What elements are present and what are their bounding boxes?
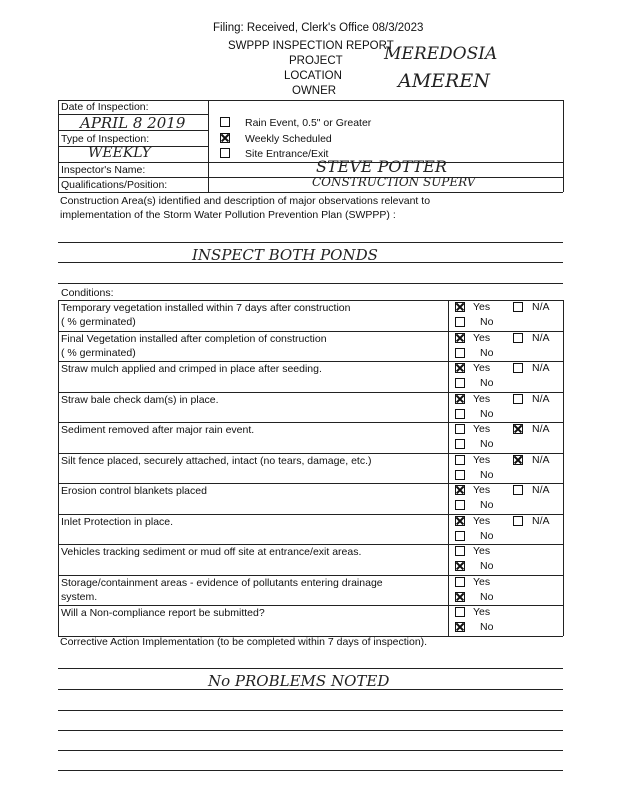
condition-na-label: N/A (532, 332, 550, 344)
condition-no-checkbox[interactable] (455, 317, 465, 327)
condition-yes-label: Yes (473, 576, 491, 588)
conditions-right-border (563, 300, 564, 636)
condition-yes-label: Yes (473, 362, 491, 374)
condition-na-checkbox[interactable] (513, 455, 523, 465)
condition-no-checkbox[interactable] (455, 439, 465, 449)
condition-text: Storage/containment areas - evidence of pollutants entering drainage (61, 577, 383, 589)
condition-yes-checkbox[interactable] (455, 302, 465, 312)
type-label: Type of Inspection: (61, 133, 150, 145)
condition-no-checkbox[interactable] (455, 409, 465, 419)
site-entrance-checkbox[interactable] (220, 148, 230, 158)
condition-yes-checkbox[interactable] (455, 455, 465, 465)
condition-yes-checkbox[interactable] (455, 424, 465, 434)
condition-no-checkbox[interactable] (455, 470, 465, 480)
condition-yes-label: Yes (473, 515, 491, 527)
condition-text-line2: ( % germinated) (61, 316, 136, 328)
info-row-line (58, 162, 563, 163)
condition-text: Inlet Protection in place. (61, 516, 174, 528)
condition-yes-checkbox[interactable] (455, 363, 465, 373)
condition-text: Straw bale check dam(s) in place. (61, 394, 219, 406)
construction-label-line2: implementation of the Storm Water Pollution Prevention Plan (SWPPP) : (60, 209, 396, 221)
condition-yes-checkbox[interactable] (455, 485, 465, 495)
date-value: APRIL 8 2019 (80, 114, 186, 132)
writing-line (58, 710, 563, 711)
condition-yes-label: Yes (473, 423, 491, 435)
condition-no-label: No (480, 591, 494, 603)
condition-no-checkbox[interactable] (455, 622, 465, 632)
writing-line (58, 668, 563, 669)
condition-no-checkbox[interactable] (455, 531, 465, 541)
writing-line (58, 750, 563, 751)
project-label: PROJECT (289, 55, 343, 67)
condition-yes-label: Yes (473, 393, 491, 405)
corrective-label: Corrective Action Implementation (to be completed within 7 days of inspection). (60, 636, 428, 648)
info-divider (208, 100, 209, 192)
conditions-divider (448, 300, 449, 636)
condition-yes-label: Yes (473, 301, 491, 313)
condition-text: Silt fence placed, securely attached, intact (no tears, damage, etc.) (61, 455, 372, 467)
condition-na-checkbox[interactable] (513, 363, 523, 373)
conditions-left-border (58, 300, 59, 636)
writing-line (58, 242, 563, 243)
condition-no-checkbox[interactable] (455, 378, 465, 388)
condition-na-label: N/A (532, 454, 550, 466)
filing-stamp: Filing: Received, Clerk's Office 08/3/2023 (213, 22, 424, 34)
condition-na-label: N/A (532, 301, 550, 313)
condition-no-label: No (480, 499, 494, 511)
construction-handwritten: INSPECT BOTH PONDS (192, 246, 378, 264)
condition-na-checkbox[interactable] (513, 516, 523, 526)
condition-yes-checkbox[interactable] (455, 394, 465, 404)
condition-yes-checkbox[interactable] (455, 333, 465, 343)
condition-no-label: No (480, 438, 494, 450)
project-value: MEREDOSIA (384, 44, 498, 64)
info-bottom-border (58, 192, 563, 193)
condition-na-checkbox[interactable] (513, 394, 523, 404)
condition-no-label: No (480, 621, 494, 633)
condition-text: Will a Non-compliance report be submitted? (61, 607, 265, 619)
condition-text-line2: system. (61, 591, 98, 603)
condition-text: Temporary vegetation installed within 7 days after construction (61, 302, 351, 314)
date-label: Date of Inspection: (61, 101, 149, 113)
info-row-line (58, 177, 563, 178)
writing-line (58, 730, 563, 731)
report-title: SWPPP INSPECTION REPORT (228, 40, 394, 52)
condition-yes-label: Yes (473, 606, 491, 618)
location-label: LOCATION (284, 70, 342, 82)
weekly-scheduled-checkbox[interactable] (220, 133, 230, 143)
condition-no-checkbox[interactable] (455, 348, 465, 358)
condition-no-label: No (480, 560, 494, 572)
condition-na-checkbox[interactable] (513, 424, 523, 434)
condition-yes-checkbox[interactable] (455, 577, 465, 587)
condition-text: Final Vegetation installed after completion of construction (61, 333, 327, 345)
conditions-label: Conditions: (61, 287, 114, 299)
inspector-label: Inspector's Name: (61, 164, 146, 176)
construction-label-line1: Construction Area(s) identified and description of major observations relevant to (60, 195, 431, 207)
condition-no-checkbox[interactable] (455, 561, 465, 571)
condition-yes-checkbox[interactable] (455, 546, 465, 556)
qualifications-label: Qualifications/Position: (61, 179, 168, 191)
condition-text: Straw mulch applied and crimped in place after seeding. (61, 363, 322, 375)
info-right-border (563, 100, 564, 192)
condition-no-label: No (480, 377, 494, 389)
condition-na-checkbox[interactable] (513, 302, 523, 312)
condition-na-checkbox[interactable] (513, 333, 523, 343)
weekly-scheduled-label: Weekly Scheduled (245, 133, 332, 145)
condition-no-label: No (480, 347, 494, 359)
condition-yes-label: Yes (473, 484, 491, 496)
condition-no-label: No (480, 316, 494, 328)
rain-event-label: Rain Event, 0.5" or Greater (245, 117, 372, 129)
condition-text: Erosion control blankets placed (61, 485, 207, 497)
owner-label: OWNER (292, 85, 337, 97)
condition-no-label: No (480, 530, 494, 542)
writing-line (58, 770, 563, 771)
condition-na-label: N/A (532, 515, 550, 527)
corrective-handwritten: No PROBLEMS NOTED (208, 672, 390, 690)
condition-no-checkbox[interactable] (455, 592, 465, 602)
site-entrance-label: Site Entrance/Exit (245, 148, 329, 160)
rain-event-checkbox[interactable] (220, 117, 230, 127)
condition-yes-checkbox[interactable] (455, 607, 465, 617)
condition-no-checkbox[interactable] (455, 500, 465, 510)
condition-yes-checkbox[interactable] (455, 516, 465, 526)
writing-line (58, 283, 563, 284)
type-value: WEEKLY (88, 145, 151, 161)
condition-text-line2: ( % germinated) (61, 347, 136, 359)
inspector-value: STEVE POTTER (316, 157, 447, 176)
condition-yes-label: Yes (473, 454, 491, 466)
condition-na-label: N/A (532, 362, 550, 374)
condition-yes-label: Yes (473, 545, 491, 557)
condition-na-label: N/A (532, 393, 550, 405)
condition-yes-label: Yes (473, 332, 491, 344)
condition-na-checkbox[interactable] (513, 485, 523, 495)
owner-value: AMEREN (398, 70, 490, 92)
condition-text: Vehicles tracking sediment or mud off site at entrance/exit areas. (61, 546, 362, 558)
qualifications-value: CONSTRUCTION SUPERV (312, 175, 476, 189)
condition-text: Sediment removed after major rain event. (61, 424, 255, 436)
condition-no-label: No (480, 469, 494, 481)
condition-na-label: N/A (532, 423, 550, 435)
condition-na-label: N/A (532, 484, 550, 496)
condition-no-label: No (480, 408, 494, 420)
